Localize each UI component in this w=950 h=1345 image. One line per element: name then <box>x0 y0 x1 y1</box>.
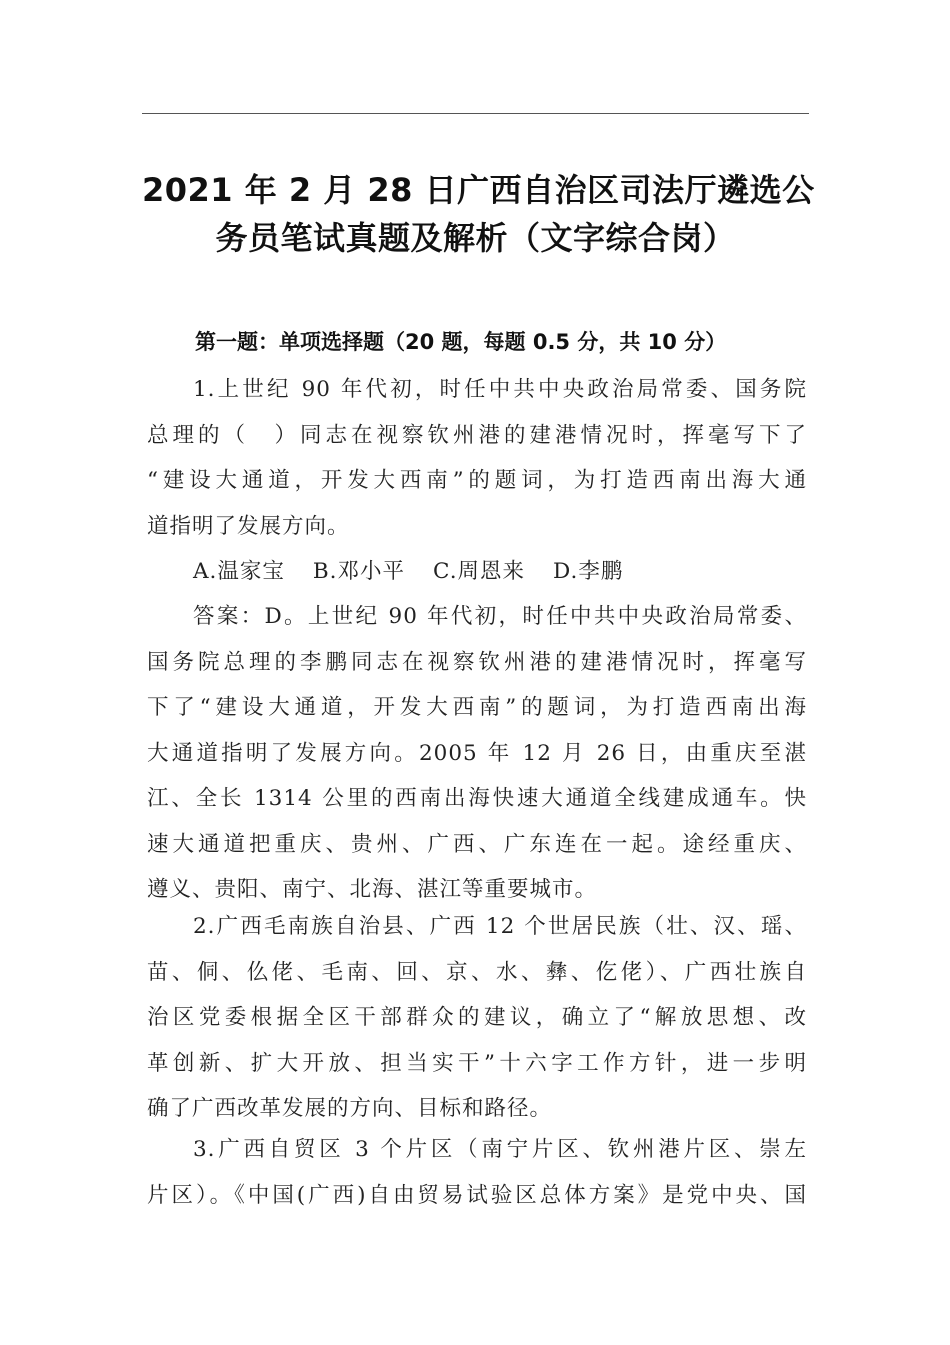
question-1-line: “建设大通道，开发大西南”的题词，为打造西南出海大通 <box>147 468 807 493</box>
option-b: B.邓小平 <box>312 559 406 584</box>
header-rule <box>142 113 809 114</box>
option-d: D.李鹏 <box>553 559 624 584</box>
question-2-line: 革创新、扩大开放、担当实干”十六字工作方针，进一步明 <box>147 1050 807 1076</box>
question-1-line: 总理的（ ）同志在视察钦州港的建港情况时，挥毫写下了 <box>147 422 807 448</box>
question-2-line: 治区党委根据全区干部群众的建议，确立了“解放思想、改 <box>147 1005 807 1030</box>
title-line-1: 2021 年 2 月 28 日广西自治区司法厅遴选公 <box>142 171 815 209</box>
question-2-line: 2.广西毛南族自治县、广西 12 个世居民族（壮、汉、瑶、 <box>193 914 807 939</box>
page-title <box>142 166 815 262</box>
answer-line: 遵义、贵阳、南宁、北海、湛江等重要城市。 <box>147 877 598 902</box>
question-3 <box>147 1127 807 1218</box>
answer-line: 答案：D。上世纪 90 年代初，时任中共中央政治局常委、 <box>193 604 807 629</box>
question-3-line: 3.广西自贸区 3 个片区（南宁片区、钦州港片区、崇左 <box>193 1137 807 1162</box>
question-2-line: 苗、侗、仫佬、毛南、回、京、水、彝、仡佬）、广西壮族自 <box>147 959 807 985</box>
question-1-answer <box>147 594 807 913</box>
answer-line: 速大通道把重庆、贵州、广西、广东连在一起。途经重庆、 <box>147 831 807 857</box>
answer-line: 国务院总理的李鹏同志在视察钦州港的建港情况时，挥毫写 <box>147 649 807 675</box>
answer-line: 下了“建设大通道，开发大西南”的题词，为打造西南出海 <box>147 695 807 720</box>
title-line-2: 务员笔试真题及解析（文字综合岗） <box>215 219 736 257</box>
question-2 <box>147 904 807 1132</box>
option-c: C.周恩来 <box>433 559 526 584</box>
question-3-line: 片区）。《中国(广西)自由贸易试验区总体方案》是党中央、国 <box>147 1182 807 1208</box>
question-1-line: 1.上世纪 90 年代初，时任中共中央政治局常委、国务院 <box>193 377 807 402</box>
question-2-line: 确了广西改革发展的方向、目标和路径。 <box>147 1096 553 1121</box>
answer-line: 江、全长 1314 公里的西南出海快速大通道全线建成通车。快 <box>147 786 807 811</box>
answer-line: 大通道指明了发展方向。2005 年 12 月 26 日，由重庆至湛 <box>147 740 807 766</box>
question-1-line: 道指明了发展方向。 <box>147 513 350 539</box>
section-heading: 第一题：单项选择题（20 题，每题 0.5 分，共 10 分） <box>195 330 727 354</box>
question-1-options <box>147 549 807 595</box>
option-a: A.温家宝 <box>193 559 285 584</box>
question-1 <box>147 367 807 549</box>
